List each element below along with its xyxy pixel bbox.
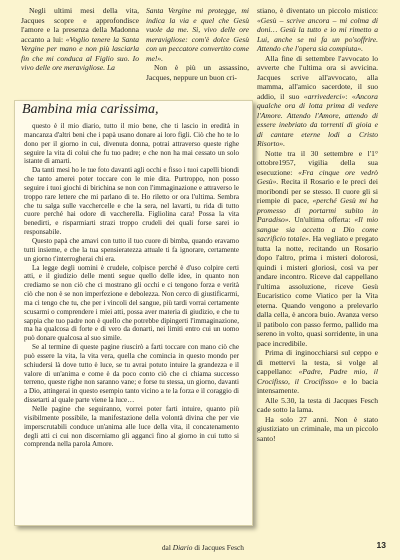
- quote-text: «Fra cinque ore vedrò Gesù».: [257, 167, 378, 186]
- column-left: [21, 6, 139, 73]
- letter-content: [24, 102, 239, 449]
- letter-paragraph: Se al termine di queste pagine riuscirò a farti toccare con mano ciò che può essere la vita, la vita vera, quella che comincia in questo mondo per schiudersi là dove tutto è luce, se tu avrai potuto intuire la grandezza e il valore di un'anima e come è da poco conto ciò che ci chiama successo terreno, queste righe non saranno vane; e forse tu stessa, un giorno, davanti a Dio, attingerai in questo esempio tanto vicino a te la forza e il coraggio di dissetarti al quale parte viene la luce…: [24, 343, 239, 405]
- body-text: Ha solo 27 anni. Non è stato giustiziato un criminale, ma un piccolo santo!: [257, 414, 378, 443]
- page-number: 13: [376, 540, 386, 550]
- quote-text: «Voglio tenere la Santa Vergine per mano e non più lasciarla fin che mi conduca al Figlio suo. Io vivo delle ore meravigliose. La: [21, 34, 139, 72]
- source-prefix: dal: [161, 543, 171, 552]
- body-text: Alle 5.30, la testa di Jacques Fesch cade sotto la lama.: [257, 395, 378, 414]
- column-middle: [146, 6, 249, 82]
- body-text: Notte tra il 30 settembre e l'1° ottobre1957, vigilia della sua esecuzione:: [257, 148, 378, 177]
- letter-paragraph: Nelle pagine che seguiranno, vorrei poter farti intuire, quanto più visibilmente possibile, la manifestazione della volontà divina che per vie imperscrutabili conduce un'anima alle luce della vita, il concatenamento degli atti ci cui non discerniamo gli agganci fino al giorno in cui tutto si comprenda nella parola Amore.: [24, 405, 239, 449]
- body-text: Prima di inginocchiarsi sul ceppo e di mettervi la testa, si volge al cappellano:: [257, 348, 378, 376]
- source-author: di Jacques Fesch: [194, 543, 244, 552]
- letter-paragraph: La legge degli uomini è crudele, colpisce perché è d'uso colpire certi atti, e il giudizio delle menti segue quello delle idee, in quanto non crediamo se non ciò che ci mostrano gli occhi e ci tengono forza e verità ciò che non è se non imperfezione e debolezza. Non cerco di giustificarmi, ma ci tengo che tu, che per i vincoli del sangue, più tardi vorrai certamente scusarmi o comprendere i miei atti, possa aver materia di giudizio, e che tu sappia che tuo padre non è quello che potrebbe dipingerti l'immaginazione, ma ha qualcosa di forte e di vero da donarti, nei limiti entro cui un uomo può donare qualcosa al suo simile.: [24, 263, 239, 343]
- quote-text: «Gesù – scrive ancora – mi colma di doni… Gesù la tutto e io mi rimetto a Lui, anche se mi fa un po'soffrire. Attendo che l'opera sia compiuta».: [257, 15, 378, 53]
- letter-source: [162, 543, 244, 552]
- body-text: Un'ultima offerta:: [294, 215, 351, 224]
- body-text: Negli ultimi mesi della vita, Jacques scopre e approfondisce l'amore e la presenza della Madonna accanto a lui:: [21, 6, 139, 44]
- body-text: Ha vegliato e pregato tutta la notte, recitando un Rosario dopo l'altro, prima i misteri dolorosi, quindi i misteri gloriosi, così va per andare incontro. Riceve dal cappellano l'ultima assoluzione, riceve Gesù Eucaristico come Viatico per la Vita eterna. Quando vengono a prelevarlo dalla cella, è ancora buio. Avanza verso il patibolo con passo fermo, pallido ma sereno in volto, quasi sorridente, in una pace incredibile.: [257, 234, 379, 348]
- letter-paragraph: questo è il mio diario, tutto il mio bene, che ti lascio in eredità in mancanza d'altri beni che i papà usano donare ai loro figli. Ciò che ho te lo dono per il giorno in cui, divenuta donna, potrai attraverso queste righe seguire la vita di colui che fu tuo padre; e che non ha mai cessato un solo istante di amarti.: [24, 122, 239, 166]
- body-text: Alla fine di settembre l'avvocato lo avverte che l'ultima ora si avvicina. Jacques scrive all'avvocato, alla mamma, all'amico sacerdote, il suo addio, il suo: [257, 53, 378, 101]
- quote-text: «perché Gesù mi ha promesso di portarmi subito in Paradiso».: [257, 196, 379, 224]
- letter-paragraph: Questo papà che amavi con tutto il tuo cuore di bimba, quando eravamo tutti insieme, e che la tua spensieratezza attuale ti fa ignorare, certamente un giorno t'interrogherai chi era.: [24, 236, 239, 263]
- body-text: e lo bacia intensamente.: [257, 376, 378, 395]
- letter-paragraph: Da tanti mesi ho le tue foto davanti agli occhi e fisso i tuoi capelli biondi che tanto amerei poter toccare con le mie dita. Purtroppo, non posso seguire i tuoi giochi di birichina se non con l'immaginazione e attraverso le troppo rare lettere che mi parlano di te. Ho riletto or ora l'ultima. Sembra che tu salga sulle vacchercelle e che la sera, nel lavarti, tu rida di tutto cuore perché hai odore di vaccherella. Figliolina cara! Possa la vita benedirti, e risparmiarti strazi troppo crudeli dei quali forse sarei io responsabile.: [24, 166, 239, 237]
- body-text: stiano, è diventato un piccolo mistico:: [257, 6, 378, 15]
- column-right: [257, 6, 378, 443]
- body-text: :: [345, 91, 348, 101]
- quote-text: «Il mio sangue sia accetto a Dio come sacrificio totale».: [257, 215, 378, 243]
- body-text: Non è più un assassino, Jacques, neppure un buon cri-: [146, 63, 249, 82]
- quote-text: «arrivederci»: [303, 91, 346, 101]
- source-title: Diario: [172, 543, 193, 552]
- letter-heading: Bambina mia carissima,: [22, 102, 159, 117]
- quote-text: Santa Vergine mi protegge, mi indica la via e quel che Gesù vuole da me. Sì, vivo delle ore meravigliose: com'è dolce Gesù con un peccatore convertito come me!».: [146, 6, 249, 63]
- quote-text: «Padre, Padre mio, il Crocifisso, il Crocifisso»: [257, 367, 378, 386]
- quote-text: «Ancora qualche ora di lotta prima di vedere l'Amore. Attendo l'Amore, attendo di essere inebriato da torrenti di gioia e di cantare eterne lodi a Cristo Risorto».: [257, 91, 378, 148]
- body-text: Recita il Rosario e le preci dei moribondi per se stesso. Il cuore gli si riempie di pace,: [257, 177, 378, 205]
